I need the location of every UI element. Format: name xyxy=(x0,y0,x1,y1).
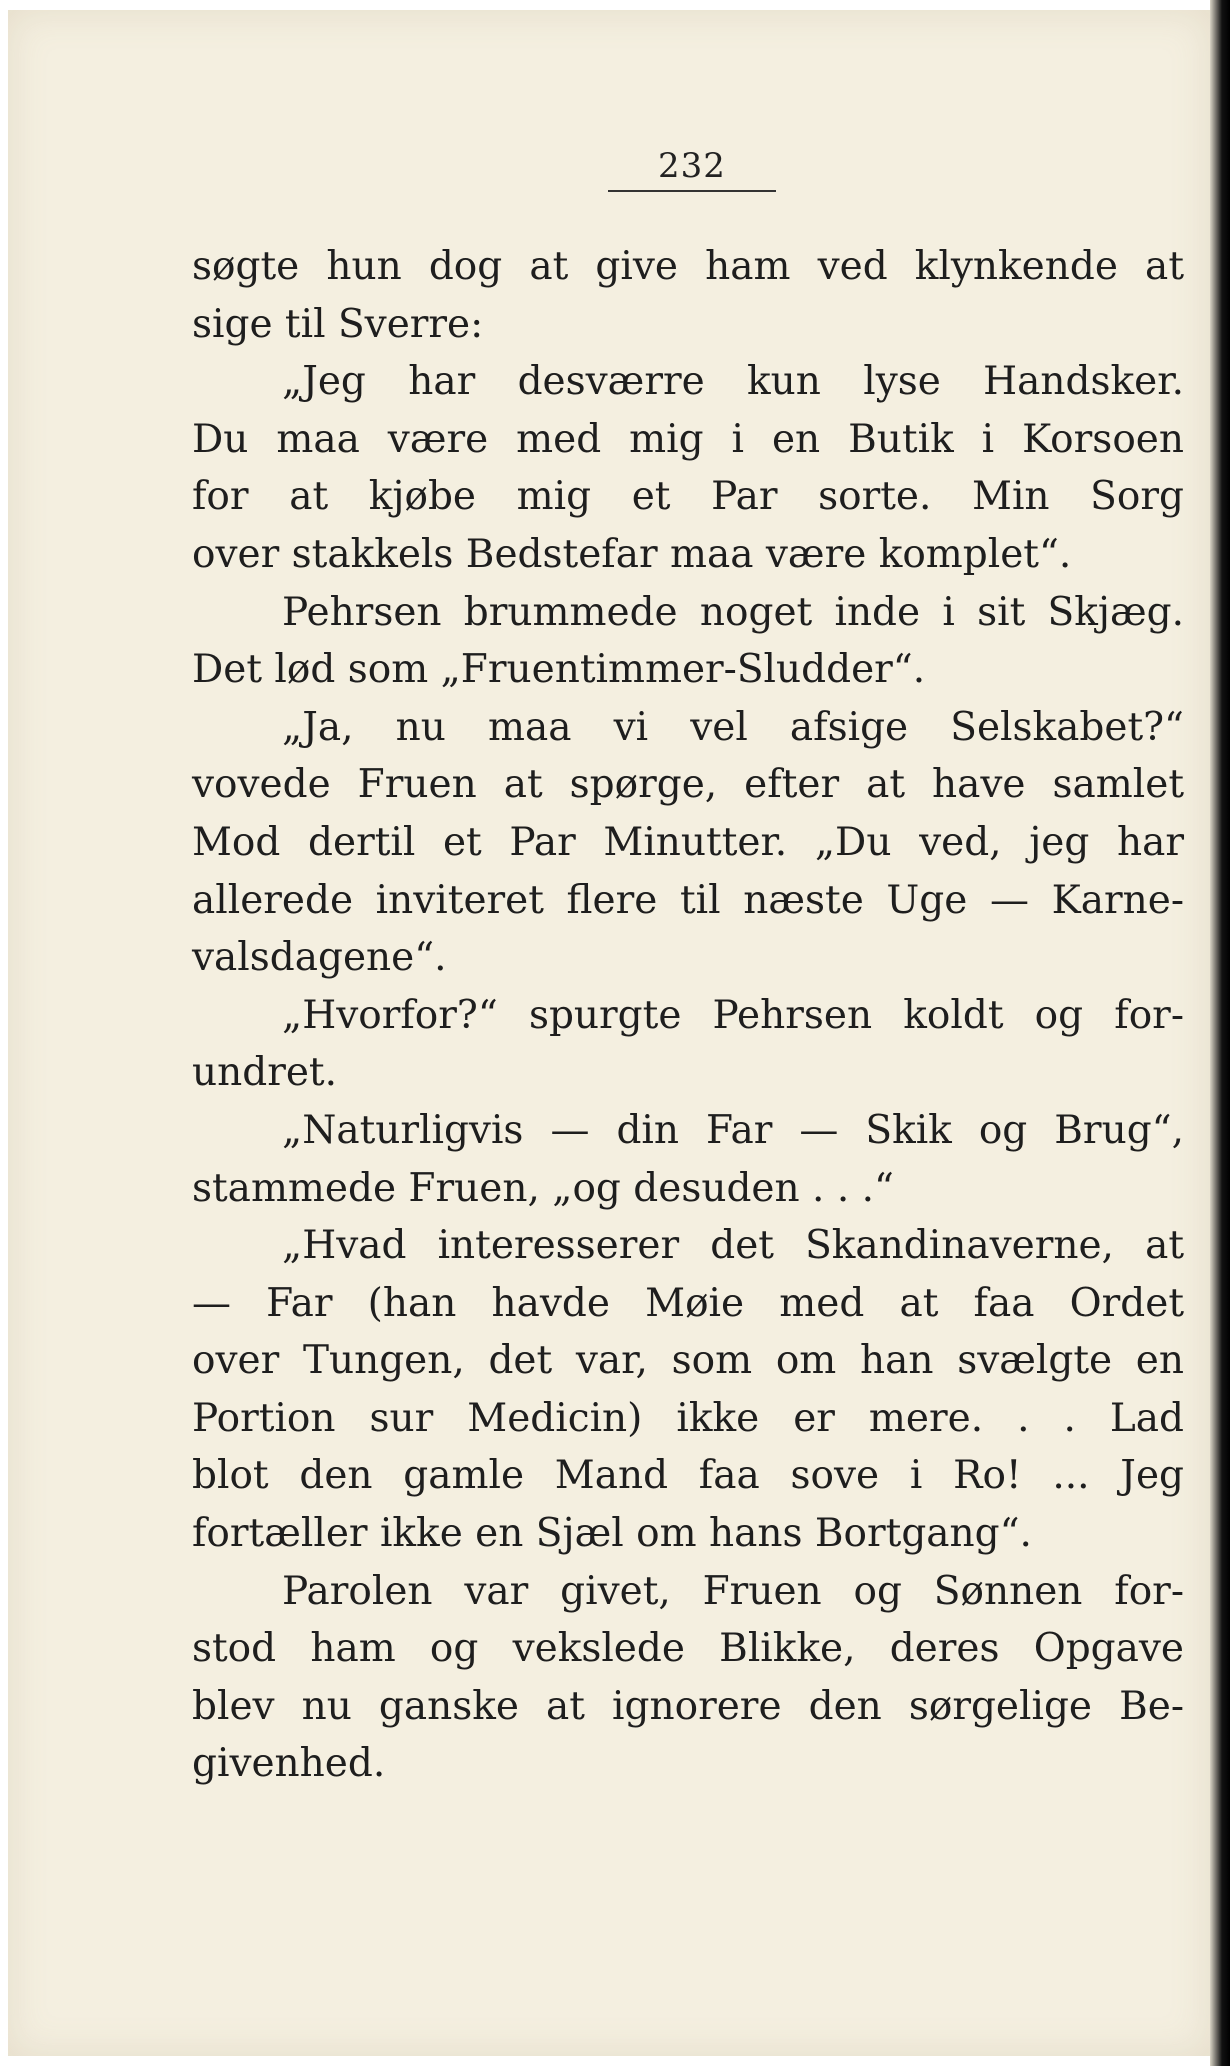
text-line: Det lød som „Fruentimmer-Sludder“. xyxy=(192,647,926,693)
text-line: givenhed. xyxy=(192,1741,386,1787)
text-line: „Ja, nu maa vi vel afsige Selskabet?“ xyxy=(282,704,1184,750)
page-edge-shadow xyxy=(1210,0,1230,2066)
text-line: valsdagene“. xyxy=(192,935,447,981)
text-line: undret. xyxy=(192,1050,337,1096)
text-line: Portion sur Medicin) ikke er mere. . . Lad xyxy=(192,1395,1184,1441)
text-line: stod ham og vekslede Blikke, deres Opgave xyxy=(192,1626,1184,1672)
text-line: blev nu ganske at ignorere den sørgelige Be- xyxy=(192,1683,1184,1729)
book-page xyxy=(8,10,1210,2056)
text-line: allerede inviteret flere til næste Uge — Karne- xyxy=(192,877,1184,923)
page-number-rule xyxy=(608,190,776,192)
text-line: „Hvad interesserer det Skandinaverne, at xyxy=(282,1223,1184,1269)
page-header xyxy=(608,146,776,192)
text-line: fortæller ikke en Sjæl om hans Bortgang“. xyxy=(192,1511,1032,1557)
text-line: — Far (han havde Møie med at faa Ordet xyxy=(192,1280,1184,1326)
text-line: søgte hun dog at give ham ved klynkende at xyxy=(192,244,1184,289)
text-line: Mod dertil et Par Minutter. „Du ved, jeg har xyxy=(192,819,1184,865)
text-line: blot den gamle Mand faa sove i Ro! ... Jeg xyxy=(192,1453,1184,1499)
text-line: sige til Sverre: xyxy=(192,301,484,347)
body-text xyxy=(192,238,1184,1793)
text-line: over Tungen, det var, som om han svælgte en xyxy=(192,1338,1184,1384)
text-line: stammede Fruen, „og desuden . . .“ xyxy=(192,1165,894,1211)
text-line: „Hvorfor?“ spurgte Pehrsen koldt og for- xyxy=(282,992,1184,1038)
page-number: 232 xyxy=(658,146,726,186)
text-line: Pehrsen brummede noget inde i sit Skjæg. xyxy=(282,589,1184,635)
text-line: „Naturligvis — din Far — Skik og Brug“, xyxy=(282,1107,1184,1153)
text-line: for at kjøbe mig et Par sorte. Min Sorg xyxy=(192,474,1184,520)
text-line: Du maa være med mig i en Butik i Korsoen xyxy=(192,416,1184,462)
text-line: over stakkels Bedstefar maa være komplet“. xyxy=(192,531,1072,577)
text-line: „Jeg har desværre kun lyse Handsker. xyxy=(282,359,1184,405)
text-line: vovede Fruen at spørge, efter at have samlet xyxy=(192,762,1184,808)
text-line: Parolen var givet, Fruen og Sønnen for- xyxy=(282,1568,1184,1614)
